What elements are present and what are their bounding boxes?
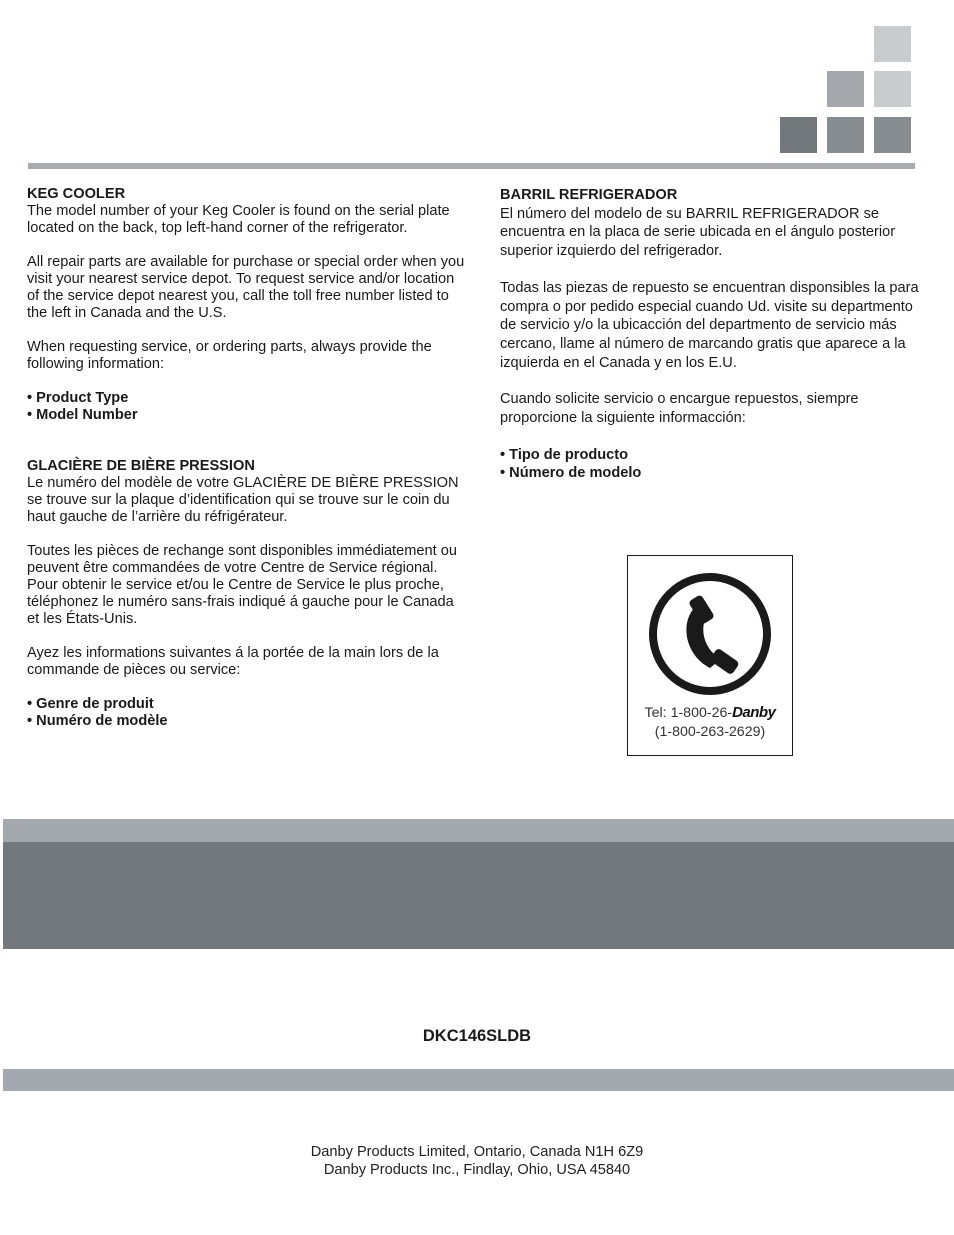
telephone-handset-icon (648, 572, 772, 696)
paragraph: Todas las piezas de repuesto se encuentran disponsibles la para compra o por pedido especial cuando Ud. visite su departmento de servicio y/o la ubicacción del departmento de servicio más cercano, llame al número de marcando gratis que aparece a la izquierda en el Canada y en los E.U. (500, 279, 919, 371)
band-light-bottom (3, 1069, 954, 1091)
band-dark (3, 842, 954, 949)
paragraph: All repair parts are available for purchase or special order when you visit your nearest service depot. To request service and/or location of the service depot nearest you, call the toll free number listed to the left in Canada and the U.S. (27, 254, 465, 321)
list-item: • Tipo de producto (500, 446, 930, 465)
list-item: • Product Type (27, 390, 467, 407)
model-number: DKC146SLDB (422, 1027, 532, 1045)
left-column (27, 186, 467, 730)
info-list (27, 390, 467, 424)
paragraph: El número del modelo de su BARRIL REFRIGERADOR se encuentra en la placa de serie ubicada en el ángulo posterior superior izquierdo del refrigerador. (500, 205, 896, 260)
deco-square (874, 26, 911, 62)
paragraph: Toutes les pièces de rechange sont disponibles immédiatement ou peuvent être commandées de votre Centre de Service régional. Pour obtenir le service et/ou le Centre de Service le plus proche, téléphonez le numéro sans-frais indiqué á gauche pour le Canada et les États-Unis. (27, 543, 457, 627)
list-item: • Numéro de modèle (27, 713, 467, 730)
phone-prefix: Tel: 1-800-26- (644, 705, 733, 721)
danby-logo: Danby (732, 704, 776, 721)
section-heading: GLACIÈRE DE BIÈRE PRESSION (27, 458, 255, 474)
deco-square (780, 117, 817, 153)
info-list (27, 696, 467, 730)
phone-number-line (628, 704, 792, 721)
phone-number-numeric: (1-800-263-2629) (654, 724, 766, 740)
paragraph: The model number of your Keg Cooler is found on the serial plate located on the back, top left-hand corner of the refrigerator. (27, 203, 450, 236)
deco-square (827, 71, 864, 107)
spacer (27, 424, 467, 458)
paragraph: Cuando solicite servicio o encargue repuestos, siempre proporcione la siguiente informacción: (500, 391, 859, 427)
footer-address-line-1: Danby Products Limited, Ontario, Canada N1H 6Z9 (310, 1144, 644, 1160)
deco-square (874, 117, 911, 153)
list-item: • Número de modelo (500, 464, 930, 483)
section-heading: BARRIL REFRIGERADOR (500, 187, 678, 203)
paragraph: When requesting service, or ordering parts, always provide the following information: (27, 339, 432, 372)
list-item: • Genre de produit (27, 696, 467, 713)
phone-contact-box (627, 555, 793, 756)
list-item: • Model Number (27, 407, 467, 424)
deco-square (874, 71, 911, 107)
right-column (500, 186, 930, 483)
band-light-top (3, 819, 954, 842)
footer-address-line-2: Danby Products Inc., Findlay, Ohio, USA 45840 (323, 1162, 631, 1178)
section-heading: KEG COOLER (27, 186, 126, 202)
paragraph: Ayez les informations suivantes á la portée de la main lors de la commande de pièces ou service: (27, 645, 439, 678)
paragraph: Le numéro del modèle de votre GLACIÈRE DE BIÈRE PRESSION se trouve sur la plaque d’identification qui se trouve sur le coin du haut gauche de l’arrière du réfrigérateur. (27, 475, 459, 525)
info-list (500, 446, 930, 483)
deco-square (827, 117, 864, 153)
header-rule (28, 163, 915, 169)
